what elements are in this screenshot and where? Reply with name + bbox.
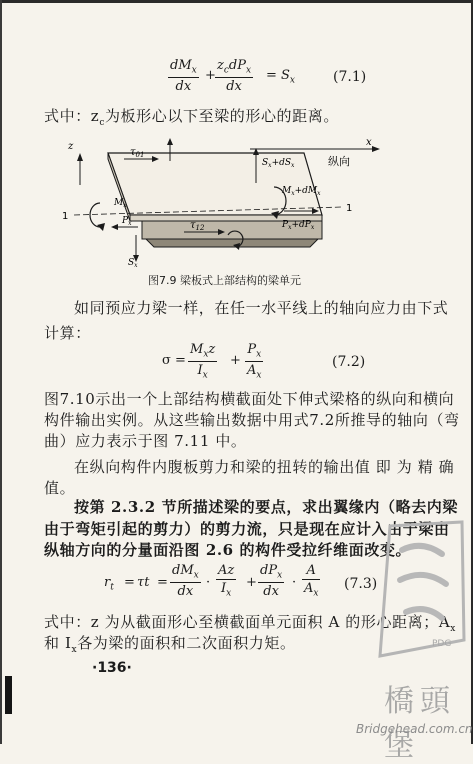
para3-line1: 图7.10示出一个上部结构横截面处下伸式梁格的纵向和横向: [44, 390, 455, 408]
eq73-frac-Az-Ix: Az $I_x$: [218, 563, 235, 599]
x-axis-label: x: [366, 137, 372, 148]
Mx-dMx-label: $M_x+dM_x$: [282, 186, 321, 197]
Px-dPx-label: $P_x+dP_x$: [282, 220, 315, 231]
eq72-frac-Mxz-Ix: $M_xz$ $I_x$: [190, 342, 216, 381]
eq73-dot-2: ·: [292, 575, 297, 590]
para5-line1: 按第 2.3.2 节所描述梁的要点，求出翼缘内（略去内梁: [74, 498, 459, 516]
where-clause-1: 式中：$z_c$为板形心以下至梁的形心的距离。: [44, 107, 339, 128]
section-label-left: 1: [62, 211, 69, 222]
eq73-frac-dPx-dx: $dP_x$ dx: [260, 563, 283, 599]
eq71-plus: +: [205, 68, 216, 83]
eq71-equals: =: [266, 68, 277, 83]
scan-edge-top: [0, 0, 473, 3]
eq73-rt: $r_t$: [104, 575, 114, 593]
figure-7-9-beam-element: [60, 135, 390, 269]
eq73-number: (7.3): [344, 576, 378, 592]
z-axis-arrow: [77, 153, 83, 161]
para3-line2: 构件输出实例。从这些输出数据中用式7.2所推导的轴向（弯: [44, 411, 460, 429]
eq73-frac-dMx-dx: $dM_x$ dx: [172, 563, 199, 599]
eq73-equals-2: =: [157, 575, 168, 590]
x-axis-arrow: [372, 146, 380, 152]
eq72-number: (7.2): [332, 354, 366, 370]
figure-caption: 图7.9 梁板式上部结构的梁单元: [148, 274, 301, 287]
para5-line3: 纵轴方向的分量面沿图 2.6 的构件受拉纤维面改变。: [44, 541, 412, 559]
section-label-right: 1: [346, 203, 353, 214]
eq72-equals: =: [175, 353, 186, 368]
watermark-url: Bridgehead.com.cn: [356, 722, 473, 736]
page-number: ·136·: [92, 660, 132, 676]
longitudinal-label: 纵向: [328, 155, 350, 168]
Mx-moment-arc: [90, 203, 100, 227]
para6-line2: 和 $I_x$各为梁的面积和二次面积力矩。: [44, 634, 296, 655]
eq73-equals-1: =: [124, 575, 135, 590]
scan-edge-left: [0, 0, 2, 744]
eq72-frac-Px-Ax: $P_x$ $A_x$: [247, 342, 262, 381]
eq71-frac-dMx-dx: $dM_x$ dx: [170, 58, 197, 94]
para5-line2: 由于弯矩引起的剪力）的剪力流，只是现在应计入由于梁由: [44, 520, 450, 538]
eq71-frac-zc-dPx-dx: $z_cdP_x$ dx: [217, 58, 252, 94]
Sx-label: $S_x$: [128, 258, 138, 269]
eq72-sigma: σ: [162, 353, 171, 368]
watermark-logo: 橋頭堡: [384, 684, 456, 763]
z-axis-label: z: [68, 141, 74, 152]
para4-line2: 值。: [44, 479, 76, 497]
watermark-stamp: [372, 520, 468, 660]
eq73-tau-t: τt: [137, 575, 150, 590]
tau01-label: $\tau_{01}$: [130, 147, 145, 159]
Mx-label: $M_x$: [114, 198, 127, 209]
eq73-frac-A-Ax: A $A_x$: [304, 563, 319, 599]
Sx-dSx-label: $S_x+dS_x$: [262, 158, 295, 169]
para6-line1: 式中：z 为从截面形心至横截面单元面积 A 的形心距离；$A_x$: [44, 613, 456, 634]
para2-line1: 如同预应力梁一样，在任一水平线上的轴向应力由下式: [74, 299, 449, 317]
eq73-plus: +: [246, 575, 257, 590]
scan-margin-mark: [5, 676, 12, 714]
watermark-stamp-text: PDG: [432, 639, 452, 649]
Px-label: $P_x$: [122, 216, 132, 227]
para2-line2: 计算：: [44, 324, 91, 342]
tau12-label: $\tau_{12}$: [190, 220, 205, 232]
eq71-Sx: $S_x$: [281, 68, 295, 86]
eq73-dot-1: ·: [206, 575, 211, 590]
para3-line3: 曲）应力表示于图 7.11 中。: [44, 432, 247, 450]
eq72-plus: +: [230, 353, 241, 368]
para4-line1: 在纵向构件内腹板剪力和梁的扭转的输出值 即 为 精 确: [74, 458, 455, 476]
eq71-number: (7.1): [333, 69, 367, 85]
beam-bottom: [146, 239, 318, 247]
